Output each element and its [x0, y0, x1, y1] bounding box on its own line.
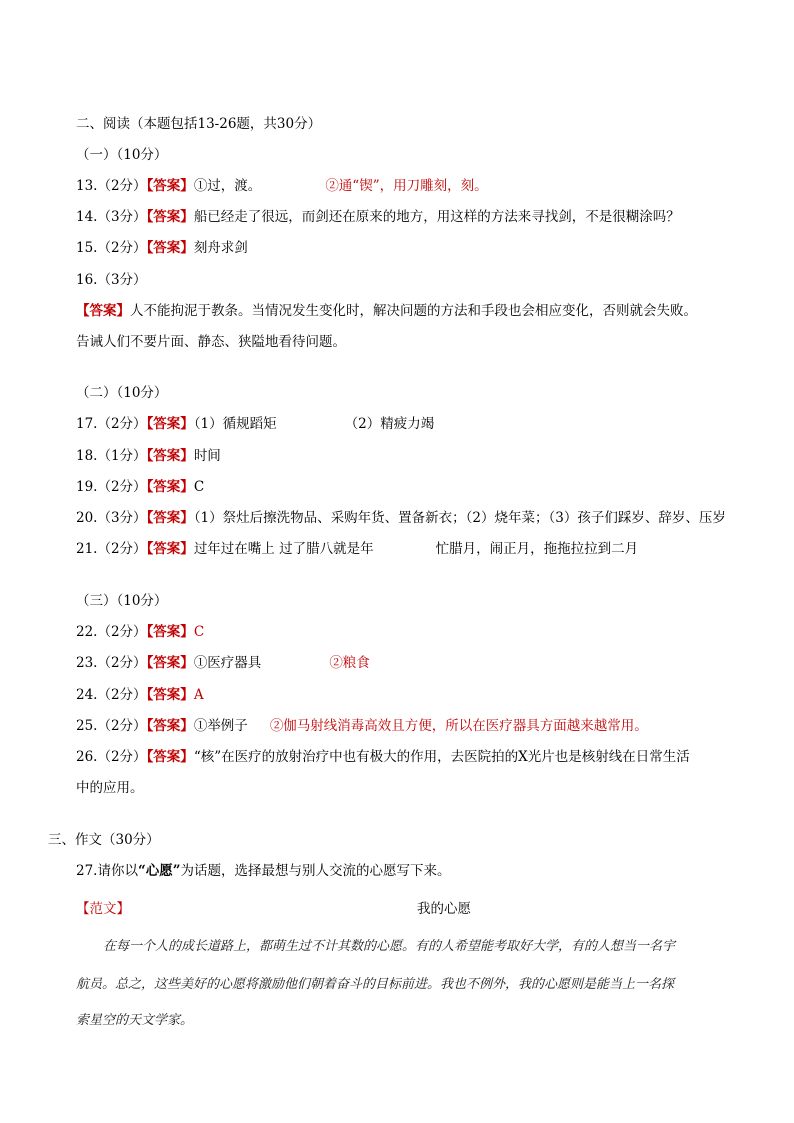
answer-tag: 【答案】	[76, 303, 130, 319]
answer-tag: 【答案】	[146, 448, 194, 464]
q25-prefix: 25.（2分）	[76, 718, 147, 734]
answer-tag: 【答案】	[146, 541, 194, 557]
essay-line3: 索星空的天文学家。	[76, 1013, 194, 1028]
q23-answer2: ②粮食	[329, 655, 370, 671]
q13-line	[76, 176, 488, 196]
q23-line	[76, 653, 370, 673]
q26-line1	[76, 747, 690, 767]
q18-prefix: 18.（1分）	[76, 448, 147, 464]
q17-prefix: 17.（2分）	[76, 416, 147, 432]
q19-answer: C	[193, 479, 205, 495]
q26-line2: 中的应用。	[76, 780, 144, 796]
q22-prefix: 22.（2分）	[76, 624, 147, 640]
q21-answer1: 过年过在嘴上 过了腊八就是年	[193, 541, 374, 557]
q19-line	[76, 477, 204, 497]
part3-heading: （三）（10分）	[76, 593, 168, 609]
q14-prefix: 14.（3分）	[76, 209, 147, 225]
prompt-key: “心愿”	[137, 863, 181, 879]
q26-prefix: 26.（2分）	[76, 749, 147, 765]
essay-title: 我的心愿	[417, 901, 471, 917]
q15-line	[76, 238, 248, 258]
answer-tag: 【答案】	[146, 624, 194, 640]
model-essay-tag: 【范文】	[76, 901, 130, 917]
prompt-pre: 27.请你以	[76, 863, 138, 879]
q16-answer-line1	[76, 301, 697, 321]
q16-prefix: 16.（3分）	[76, 272, 147, 288]
q16-answer-line2: 告诫人们不要片面、静态、狭隘地看待问题。	[76, 334, 346, 350]
answer-tag: 【答案】	[146, 479, 194, 495]
q15-prefix: 15.（2分）	[76, 240, 147, 256]
q25-line	[76, 716, 648, 736]
answer-tag: 【答案】	[146, 655, 194, 671]
essay-line1: 在每一个人的成长道路上，都萌生过不计其数的心愿。有的人希望能考取好大学，有的人想当一名宇	[103, 939, 676, 954]
q21-prefix: 21.（2分）	[76, 541, 147, 557]
q22-answer: C	[193, 624, 205, 640]
section3-title: 三、作文（30分）	[48, 832, 160, 848]
answer-tag: 【答案】	[146, 510, 194, 526]
q22-line	[76, 622, 204, 642]
answer-tag: 【答案】	[146, 178, 194, 194]
q25-answer1: ①举例子	[193, 718, 248, 734]
answer-tag: 【答案】	[146, 240, 194, 256]
answer-tag: 【答案】	[146, 718, 194, 734]
answer-tag: 【答案】	[146, 416, 194, 432]
q23-prefix: 23.（2分）	[76, 655, 147, 671]
q21-answer2: 忙腊月，闹正月，拖拖拉拉到二月	[435, 541, 639, 557]
q23-answer1: ①医疗器具	[193, 655, 262, 671]
q16-answer1: 人不能拘泥于教条。当情况发生变化时，解决问题的方法和手段也会相应变化，否则就会失败。	[130, 303, 697, 319]
q13-answer2: ②通“锲”，用刀雕刻，刻。	[325, 178, 488, 194]
answer-tag: 【答案】	[146, 687, 194, 703]
q20-prefix: 20.（3分）	[76, 510, 147, 526]
q13-prefix: 13.（2分）	[76, 178, 147, 194]
q15-answer: 刻舟求剑	[193, 240, 248, 256]
q17-answer1: （1）循规蹈矩	[193, 416, 277, 432]
q18-answer: 时间	[193, 448, 221, 464]
answer-tag: 【答案】	[146, 749, 194, 765]
q16-line	[76, 270, 147, 290]
q24-prefix: 24.（2分）	[76, 687, 147, 703]
q17-answer2: （2）精疲力竭	[344, 416, 435, 432]
answer-tag: 【答案】	[146, 209, 194, 225]
q14-line	[76, 207, 680, 227]
q14-answer: 船已经走了很远，而剑还在原来的地方，用这样的方法来寻找剑，不是很糊涂吗？	[193, 209, 680, 225]
q24-answer: A	[193, 687, 204, 703]
q18-line	[76, 446, 221, 466]
essay-prompt	[76, 861, 451, 881]
q20-line	[76, 508, 726, 528]
q25-answer2: ②伽马射线消毒高效且方便，所以在医疗器具方面越来越常用。	[269, 718, 648, 734]
q20-answer: （1）祭灶后擦洗物品、采购年货、置备新衣；（2）烧年菜；（3）孩子们踩岁、辞岁、压岁	[193, 510, 726, 526]
q13-answer1: ①过，渡。	[193, 178, 262, 194]
q17-line	[76, 414, 434, 434]
prompt-post: 为话题，选择最想与别人交流的心愿写下来。	[180, 863, 451, 879]
q26-answer1: “核”在医疗的放射治疗中也有极大的作用，去医院拍的X光片也是核射线在日常生活	[193, 749, 690, 765]
q21-line	[76, 539, 638, 559]
part2-heading: （二）（10分）	[76, 385, 168, 401]
q19-prefix: 19.（2分）	[76, 479, 147, 495]
essay-line2: 航员。总之，这些美好的心愿将激励他们朝着奋斗的目标前进。我也不例外，我的心愿则是能当上一名探	[76, 977, 675, 992]
section2-title: 二、阅读（本题包括13-26题，共30分）	[76, 116, 322, 132]
part1-heading: （一）（10分）	[76, 147, 168, 163]
q24-line	[76, 685, 204, 705]
